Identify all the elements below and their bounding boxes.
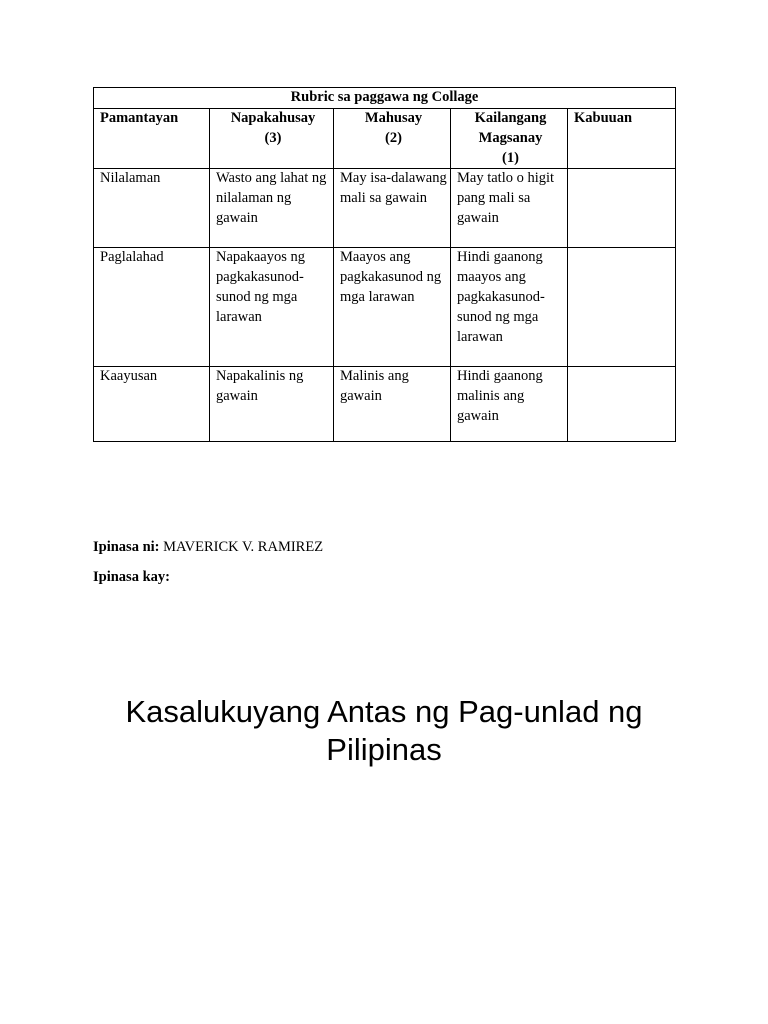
header-score-1-points: (1) [502, 149, 519, 166]
submitted-by-value: MAVERICK V. RAMIREZ [163, 539, 324, 555]
row-score-3: Napakaayos ng pagkakasunod-sunod ng mga larawan [210, 248, 334, 367]
header-score-2-points: (2) [385, 129, 402, 146]
row-total [568, 248, 676, 367]
header-score-1 [451, 109, 568, 169]
row-score-1: Hindi gaanong maayos ang pagkakasunod-sunod ng mga larawan [451, 248, 568, 367]
document-heading-line-2: Pilipinas [326, 732, 442, 767]
row-score-2: May isa-dalawang mali sa gawain [334, 169, 451, 248]
header-score-3-points: (3) [264, 129, 282, 146]
row-score-1: Hindi gaanong malinis ang gawain [451, 367, 568, 442]
rubric-title-row [94, 88, 676, 109]
rubric-header-row [94, 109, 676, 169]
header-score-1-label-a: Kailangang [474, 110, 547, 126]
rubric-title: Rubric sa paggawa ng Collage [94, 88, 676, 109]
row-score-3: Wasto ang lahat ng nilalaman ng gawain [210, 169, 334, 248]
header-score-3 [210, 109, 334, 169]
submitted-by-line [93, 539, 323, 556]
row-score-1: May tatlo o higit pang mali sa gawain [451, 169, 568, 248]
row-score-2: Maayos ang pagkakasunod ng mga larawan [334, 248, 451, 367]
rubric-table [93, 87, 676, 442]
header-criteria: Pamantayan [94, 109, 210, 169]
row-criteria: Kaayusan [94, 367, 210, 442]
table-row [94, 367, 676, 442]
header-score-2-label: Mahusay [364, 110, 423, 126]
submitted-to-label: Ipinasa kay: [93, 569, 170, 585]
row-criteria: Paglalahad [94, 248, 210, 367]
table-row [94, 248, 676, 367]
row-total [568, 169, 676, 248]
header-score-1-label-b: Magsanay [478, 129, 543, 146]
header-score-3-label: Napakahusay [230, 110, 316, 126]
row-criteria: Nilalaman [94, 169, 210, 248]
submitted-to-line [93, 569, 170, 586]
row-score-2: Malinis ang gawain [334, 367, 451, 442]
document-heading [0, 693, 768, 769]
document-heading-line-1: Kasalukuyang Antas ng Pag-unlad ng [125, 694, 643, 729]
row-score-3: Napakalinis ng gawain [210, 367, 334, 442]
row-total [568, 367, 676, 442]
submitted-by-label: Ipinasa ni: [93, 539, 160, 555]
table-row [94, 169, 676, 248]
header-total: Kabuuan [568, 109, 676, 169]
header-score-2 [334, 109, 451, 169]
